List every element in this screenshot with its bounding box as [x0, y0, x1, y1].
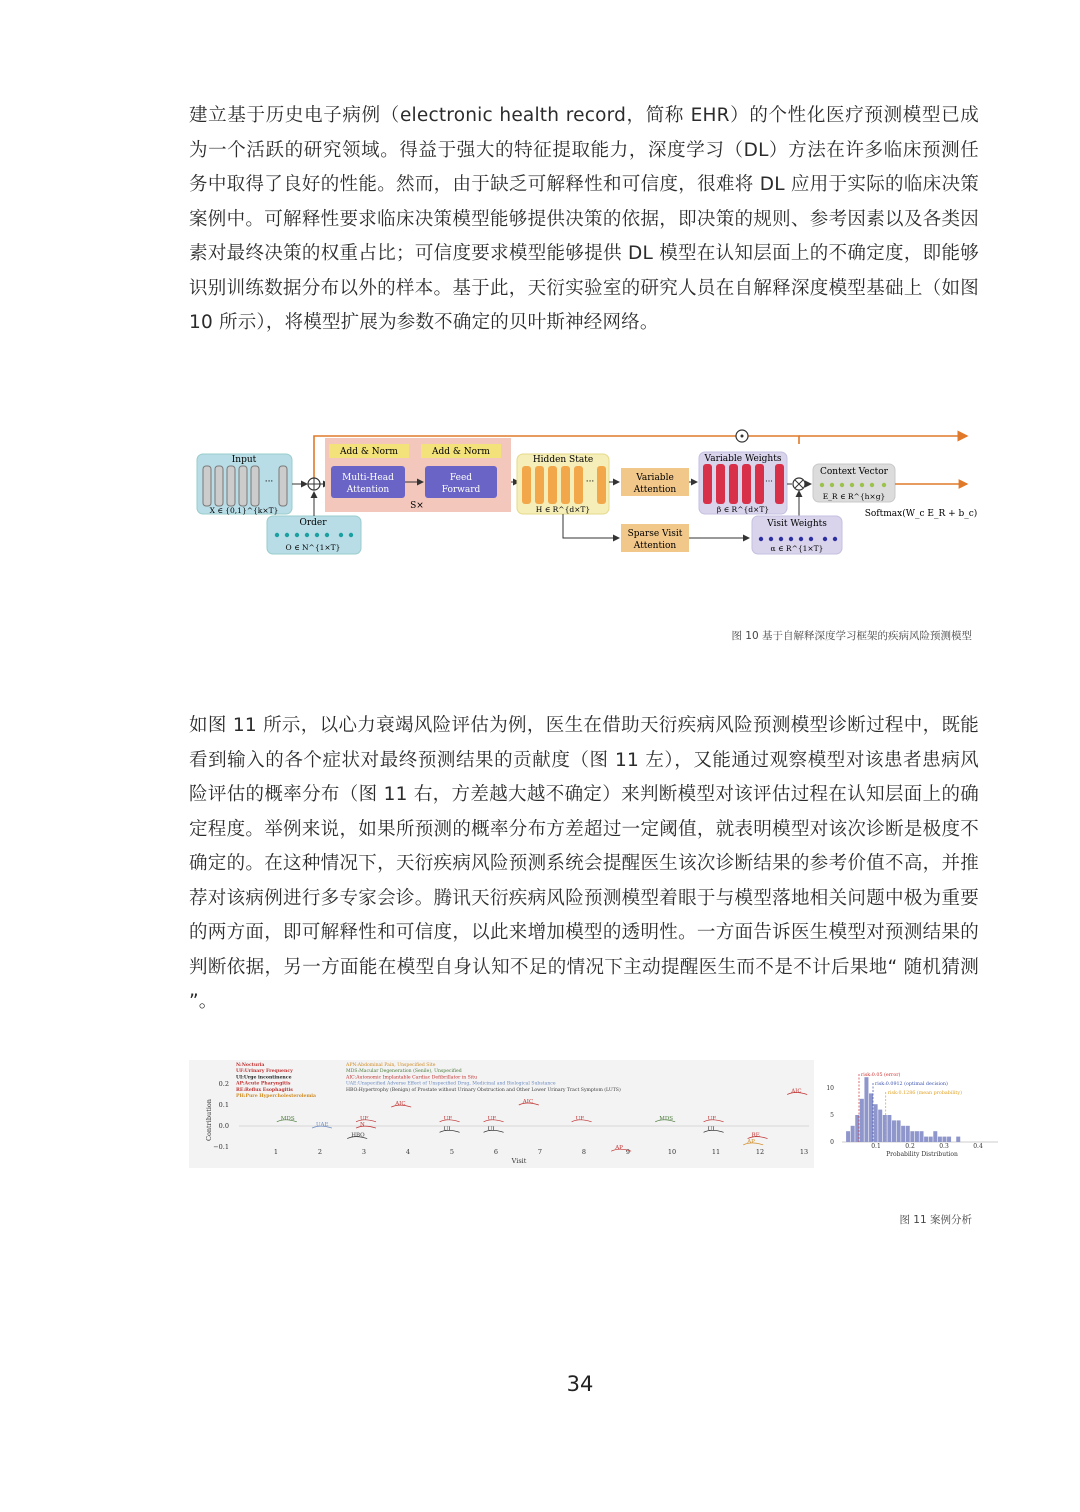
- x-tick-label: 3: [361, 1148, 367, 1156]
- histogram-bar: [860, 1099, 864, 1142]
- x-tick-label: 8: [581, 1148, 587, 1156]
- risk-annotation: risk:0.05 (error): [861, 1073, 901, 1078]
- page-number: 34: [566, 1372, 594, 1396]
- svg-text:Sparse Visit: Sparse Visit: [627, 529, 683, 539]
- input-label: Input: [231, 455, 257, 465]
- x-tick-label: 9: [625, 1148, 631, 1156]
- marker-curve: [356, 1126, 376, 1128]
- prob-y-tick: 0: [830, 1139, 834, 1146]
- x-tick-label: 6: [493, 1148, 499, 1156]
- histogram-bar: [942, 1137, 946, 1142]
- svg-text:Variable: Variable: [636, 473, 674, 483]
- svg-text:Forward: Forward: [441, 485, 481, 495]
- histogram-bar: [851, 1126, 855, 1142]
- histogram-bar: [938, 1137, 942, 1142]
- histogram-bar: [947, 1137, 951, 1142]
- legend-right-item: MDS:Macular Degeneration (Senile), Unspecified: [346, 1069, 462, 1075]
- contribution-svg: [189, 1060, 814, 1168]
- legend-left-item: RE:Reflux Esophagitis: [236, 1087, 293, 1093]
- body-paragraph-1: 建立基于历史电子病例（electronic health record，简称 EHR）的个性化医疗预测模型已成为一个活跃的研究领域。得益于强大的特征提取能力，深度学习（DL）方法在许多临床预测任务中取得了良好的性能。然而，由于缺乏可解释性和可信度，很难将 DL 应用于实际的临床决策案例中。可解释性要求临床决策模型能够提供决策的依据，即决策的规则、参考因素以及各类因素对最终决策的权重占比；可信度要求模型能够提供 DL 模型在认知层面上的不确定度，即能够识别训练数据分布以外的样本。基于此，天衍实验室的研究人员在自解释深度模型基础上（如图 10 所示），将模型扩展为参数不确定的贝叶斯神经网络。: [189, 105, 979, 333]
- histogram-bar: [901, 1126, 905, 1142]
- histogram-bar: [874, 1104, 878, 1142]
- x-tick-label: 10: [667, 1148, 677, 1156]
- svg-text:Context Vector: Context Vector: [820, 467, 888, 477]
- svg-text:Multi-Head: Multi-Head: [342, 473, 394, 483]
- marker-label: UF: [360, 1115, 369, 1122]
- svg-text:β ∈ R^{d×T}: β ∈ R^{d×T}: [716, 505, 770, 514]
- marker-label: UI: [487, 1126, 495, 1133]
- order-label: Order: [299, 518, 327, 528]
- histogram-bar: [887, 1115, 891, 1142]
- svg-text:···: ···: [765, 477, 773, 486]
- softmax-formula: Softmax(W_c E_R + b_c): [864, 509, 978, 519]
- histogram-bar: [897, 1120, 901, 1142]
- y-tick-label: 0.0: [218, 1122, 229, 1130]
- svg-text:Add & Norm: Add & Norm: [432, 447, 490, 457]
- prob-y-tick: 5: [830, 1112, 834, 1119]
- marker-label: UF: [575, 1115, 585, 1122]
- legend-left-item: N:Nocturia: [236, 1063, 265, 1068]
- body-paragraph-2: 如图 11 所示，以心力衰竭风险评估为例，医生在借助天衍疾病风险预测模型诊断过程中，既能看到输入的各个症状对最终预测结果的贡献度（图 11 左），又能通过观察模型对该患者患病风险评估的概率分布（图 11 右，方差越大越不确定）来判断模型对该评估过程在认知层面上的确定程度。举例来说，如果所预测的概率分布方差超过一定阈值，就表明模型对该次诊断是极度不确定的。在这种情况下，天衍疾病风险预测系统会提醒医生该次诊断结果的参考价值不高，并推荐对该病例进行多专家会诊。腾讯天衍疾病风险预测模型着眼于与模型落地相关问题中极为重要的两方面，即可解释性和可信度，以此来增加模型的透明性。一方面告诉医生模型对预测结果的判断依据，另一方面能在模型自身认知不足的情况下主动提醒医生而不是不计后果地“ 随机猜测 ”。: [189, 715, 979, 1012]
- y-tick-label: 0.2: [218, 1080, 229, 1088]
- marker-label: AIC: [791, 1088, 802, 1095]
- figure-11-contribution-chart: [189, 1060, 814, 1168]
- histogram-bar: [910, 1131, 914, 1142]
- histogram-bar: [924, 1137, 928, 1142]
- histogram-bar: [864, 1077, 868, 1142]
- legend-left-item: PH:Pure Hypercholesterolemia: [236, 1094, 317, 1099]
- marker-label: AIC: [522, 1099, 534, 1105]
- legend-left-item: UF:Urinary Frequency: [236, 1069, 293, 1075]
- legend-right-item: APN:Abdominal Pain, Unspecified Site: [346, 1063, 436, 1068]
- marker-label: AIC: [395, 1101, 406, 1108]
- x-tick-label: 13: [799, 1148, 809, 1156]
- svg-text:···: ···: [585, 477, 595, 487]
- y-tick-label: 0.1: [218, 1101, 229, 1109]
- x-tick-label: 12: [755, 1148, 765, 1156]
- histogram-bar: [892, 1120, 896, 1142]
- legend-left-item: UI:Urge incontinence: [236, 1075, 292, 1081]
- risk-annotation: risk:0.1286 (mean probability): [887, 1091, 962, 1096]
- prob-y-tick: 10: [826, 1085, 834, 1092]
- prob-x-tick: 0.1: [871, 1143, 881, 1150]
- histogram-bar: [883, 1115, 887, 1142]
- x-tick-label: 2: [317, 1148, 323, 1156]
- marker-label: N: [360, 1122, 365, 1129]
- marker-label: MDS: [659, 1115, 674, 1122]
- legend-right-item: AIC:Autonomic Implantable Cardiac Defibrillator in Situ: [346, 1075, 478, 1081]
- y-axis-label: Contribution: [205, 1098, 213, 1142]
- marker-label: AP: [747, 1138, 755, 1145]
- input-formula: X ∈ {0,1}^{k×T}: [209, 506, 279, 515]
- svg-text:E_R ∈ R^{h×g}: E_R ∈ R^{h×g}: [822, 492, 886, 501]
- svg-text:H ∈ R^{d×T}: H ∈ R^{d×T}: [535, 505, 591, 514]
- histogram-bar: [929, 1137, 933, 1142]
- svg-text:Attention: Attention: [346, 485, 390, 495]
- figure-10-caption: 图 10 基于自解释深度学习框架的疾病风险预测模型: [731, 630, 972, 642]
- x-tick-label: 1: [273, 1148, 279, 1156]
- marker-label: UI: [443, 1126, 451, 1133]
- x-tick-label: 4: [405, 1148, 411, 1156]
- histogram-bar: [933, 1131, 937, 1142]
- histogram-bar: [915, 1131, 919, 1142]
- svg-text:Variable Weights: Variable Weights: [704, 454, 782, 464]
- marker-label: HBO: [351, 1132, 365, 1139]
- svg-text:Hidden State: Hidden State: [532, 455, 594, 465]
- marker-label: AP: [615, 1145, 623, 1152]
- histogram-bar: [878, 1110, 882, 1142]
- prob-x-tick: 0.3: [939, 1143, 949, 1150]
- figure-11-probability-chart: [818, 1060, 1002, 1168]
- stack-label: S×: [410, 501, 424, 511]
- x-tick-label: 5: [449, 1148, 455, 1156]
- marker-label: UI: [707, 1126, 715, 1133]
- prob-x-tick: 0.2: [905, 1143, 915, 1150]
- legend-right-item: UAE:Unspecified Adverse Effect of Unspecified Drug, Medicinal and Biological Substance: [346, 1081, 556, 1087]
- figure-11-caption: 图 11 案例分析: [899, 1214, 972, 1226]
- histogram-bar: [906, 1126, 910, 1142]
- prob-x-tick: 0.4: [973, 1143, 983, 1150]
- svg-text:Attention: Attention: [633, 541, 677, 551]
- y-tick-label: −0.1: [213, 1143, 229, 1151]
- svg-text:Feed: Feed: [449, 473, 473, 483]
- svg-text:Add & Norm: Add & Norm: [340, 447, 398, 457]
- order-formula: O ∈ N^{1×T}: [285, 543, 341, 552]
- x-tick-label: 11: [711, 1148, 721, 1156]
- svg-text:Attention: Attention: [633, 485, 677, 495]
- histogram-bar: [869, 1093, 873, 1142]
- marker-label: UF: [443, 1115, 453, 1122]
- histogram-bar: [920, 1131, 924, 1142]
- legend-left-item: AP:Acute Pharyngitis: [236, 1081, 291, 1087]
- figure-10-diagram: [189, 420, 979, 568]
- svg-text:α ∈ R^{1×T}: α ∈ R^{1×T}: [770, 544, 824, 553]
- legend-right-item: HBO:Hypertrophy (Benign) of Prostate without Urinary Obstruction and Other Lower Urinary Tract Symptom (LUTS): [346, 1087, 621, 1093]
- probability-svg: [818, 1060, 1002, 1168]
- histogram-bar: [846, 1131, 850, 1142]
- marker-label: MDS: [280, 1115, 295, 1122]
- input-dots: ···: [264, 477, 274, 487]
- svg-text:Visit Weights: Visit Weights: [767, 519, 827, 529]
- marker-label: UAE: [316, 1122, 329, 1129]
- histogram-bar: [956, 1137, 960, 1142]
- prob-x-label: Probability Distribution: [886, 1151, 958, 1158]
- risk-annotation: risk:0.0912 (optimal decision): [875, 1082, 948, 1087]
- x-axis-label: Visit: [511, 1157, 527, 1165]
- x-tick-label: 7: [537, 1148, 543, 1156]
- marker-label: UF: [707, 1115, 717, 1122]
- architecture-svg: [189, 420, 979, 568]
- marker-label: UF: [487, 1115, 497, 1122]
- marker-label: RE: [751, 1132, 760, 1139]
